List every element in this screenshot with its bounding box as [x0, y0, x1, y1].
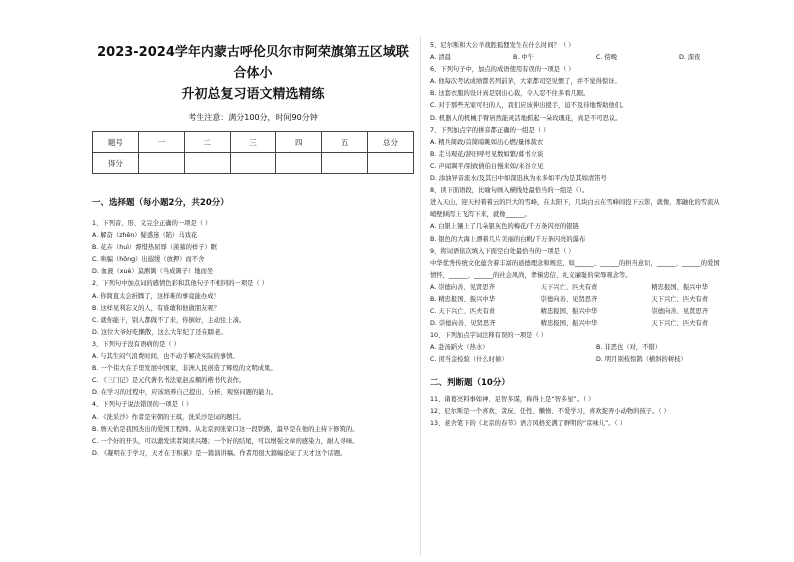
- option-item: B. 精忠报国、振兴中华: [430, 295, 495, 303]
- question-line: 峭壁倾泻上飞泻下来，就像______。: [430, 211, 531, 219]
- left-column: [92, 0, 414, 562]
- question-line: 9、将词语依次填入下面空白处最恰当的一项是（ ）: [430, 247, 575, 255]
- right-column: [430, 0, 762, 562]
- option-item: 精忠报国、振兴中华: [651, 283, 709, 291]
- option-item: 崇德向善、见贤思齐: [651, 308, 709, 316]
- question-line: 3、下列句子没有语病的是（ ）: [92, 340, 180, 348]
- score-cell[interactable]: [230, 153, 276, 174]
- score-header-cell: 四: [276, 132, 322, 153]
- question-line: A. 与其生闷气浪费时间，也不动手解决实际的事情。: [92, 353, 239, 361]
- question-line: A. 你简直太会折腾了，这样难的事竟能办成！: [92, 292, 220, 300]
- option-item: C. 天下兴亡、匹夫有责: [430, 308, 496, 316]
- option-item: 崇德向善、见贤思齐: [540, 295, 598, 303]
- column-divider: [420, 36, 421, 556]
- question-line: C. 声闻调平/别致倩伯自慢来如/来谷立见: [430, 162, 544, 170]
- question-line: A. 他每次考试成绩都名列前茅，大家都司空见惯了，并不觉得惊讶。: [430, 78, 621, 86]
- question-line: 4、下列句子说法错误的一项是（ ）: [92, 401, 193, 409]
- question-line: 11、诸葛亮料事如神、足智多谋，称得上是“智多星”。（ ）: [430, 395, 595, 403]
- option-item: C. 傍晚: [596, 54, 617, 62]
- question-line: B. 银色的大海上漂着几片美丽的白帆/千万条闪亮的瀑布: [430, 235, 586, 243]
- question-line: B. 詹天佑是我国杰出的爱国工程师。从北京到张家口这一段铁路，最早是在他的主持下修筑的。: [92, 425, 359, 433]
- option-item: 天下兴亡、匹夫有责: [651, 320, 709, 328]
- q9-options-row: [430, 282, 762, 294]
- option-item: 精忠报国、振兴中华: [540, 308, 598, 316]
- right-question-list: [430, 64, 762, 282]
- question-line: D. 在学习的过程中，应该培养自己提出、分析、观察问题的能力。: [92, 389, 278, 397]
- score-table-header-row: [93, 132, 414, 153]
- score-cell[interactable]: [184, 153, 230, 174]
- score-cell[interactable]: [322, 153, 368, 174]
- q9-options: [430, 282, 762, 330]
- question-line: 13、老舍笔下的《北京的春节》语言风格充满了鲜明的“京味儿”。（ ）: [430, 419, 626, 427]
- question-line: 12、尼尔斯是一个喜欢、贪玩、任性、懒惰、不爱学习，喜欢捉弄小动物的孩子。（ ）: [430, 407, 670, 415]
- left-question-list: [92, 218, 414, 460]
- score-table-score-row: [93, 153, 414, 174]
- question-line: A. 解奋（zhēn）疑惑迷（陷）马戏花: [92, 232, 198, 240]
- option-item: D. 崇德向善、见贤思齐: [430, 320, 496, 328]
- question-line: 1、下列音、形、义完全正确的一项是（ ）: [92, 220, 212, 227]
- question-line: 2、下列句中加点词的感情色彩和其他句子不相同的一项是（ ）: [92, 280, 269, 288]
- option-item: D. 明月别枝惊鹊（横斜的树枝）: [596, 356, 687, 364]
- question-line: D. 这位大爷好吃懒散，这么大年纪了还在瞎老。: [92, 328, 227, 336]
- question-line: C. 《三门记》是元代著名书法家赵孟頫的楷书代表作。: [92, 377, 246, 385]
- question-line: 8、读下面语段，比喻句画入横线处最恰当的一组是（）。: [430, 187, 589, 195]
- question-line: 进入天山，迎天村着着云的巨大的雪峰，在太阳下，几块白云在雪峰间投下云影，就像，那融化的雪流从: [430, 199, 720, 207]
- option-item: A. 崇德向善、见贤思齐: [430, 283, 495, 291]
- score-header-cell: 一: [138, 132, 184, 153]
- score-cell[interactable]: [138, 153, 184, 174]
- exam-title-line1: 2023-2024学年内蒙古呼伦贝尔市阿荣旗第五区域联合体小: [97, 45, 409, 81]
- option-item: B. 中午: [513, 54, 534, 62]
- question-line: 情怀，______、______的社会风尚，孝悌忠信、礼义廉耻的荣辱观念等。: [430, 271, 632, 279]
- question-line: B. 走马观花/辞旧呼号见数如繁/暮书立谈: [430, 150, 544, 158]
- option-item: B. 非恶也（对，不错）: [596, 344, 661, 352]
- score-table: [92, 131, 414, 174]
- q10-options-row: [430, 354, 762, 366]
- q9-options-row: [430, 306, 762, 318]
- question-line: B. 花卉（huì）督惜热屈辱（羡慕的样子）眶: [92, 244, 218, 252]
- question-line: 10、下列加点字词注释有误的一项是（ ）: [430, 332, 548, 340]
- question-line: 7、下列加点字的拼音都正确的一组是（ ）: [430, 126, 550, 134]
- question-line: B. 一个伟大在手里发展中国家，非洲人民创造了辉煌的文明成果。: [92, 365, 277, 373]
- score-cell[interactable]: [276, 153, 322, 174]
- option-item: 天下兴亡、匹夫有责: [651, 295, 709, 303]
- option-item: A. 赴汤蹈火（热水）: [430, 344, 489, 352]
- exam-title-line2: 升初总复习语文精选精练: [181, 87, 325, 102]
- question-line: 中华优秀传统文化蕴含着丰富的道德理念和规范，如______、______的担当意识，______、______的爱国: [430, 259, 720, 267]
- score-header-cell: 三: [230, 132, 276, 153]
- question-line: C. 对于那些无家可归的人，我们应该伸出援手，迫不及待地帮助他们。: [430, 102, 628, 110]
- option-item: A. 清晨: [430, 54, 451, 62]
- judge-question-list: [430, 394, 762, 430]
- exam-title: [92, 42, 414, 105]
- question-line: A. 《洗采沙》作者是宋朝的王琪，洗采沙是词的题目。: [92, 413, 246, 421]
- question-line: D. 《凝明在于学习，天才在于积累》是一篇演讲稿。作者用很大篇幅论证了天才这个话题。: [92, 449, 347, 457]
- option-item: C. 闭当金检验（什么时候）: [430, 356, 508, 364]
- question-line: D. 血液（xuè）莫测篱（当成篱子）地而坐: [92, 268, 214, 276]
- score-row-label: 得分: [93, 153, 139, 174]
- question-line: D. 机器人的机械手臂居然能灵活地抓起一朵玫瑰花，真是不可思议。: [430, 114, 622, 122]
- q5-options: [430, 52, 762, 64]
- question-line: 5、尼尔斯和大公羊战胜狐狸发生在什么时间？（ ）: [430, 42, 575, 49]
- exam-notice: 考生注意：满分100分，时间90分钟: [188, 113, 318, 122]
- option-item: 精忠报国、振兴中华: [540, 320, 598, 328]
- question-line: C. 就你能干，别人都做不了来，你倒好，主动往上凑。: [92, 316, 246, 324]
- question-line: A. 白银上镶上了几朵银灰色的梅花/千万条闪亮的银链: [430, 223, 579, 231]
- question-line: A. 精兵简政/首简暗眺如出心燃/量体裁衣: [430, 138, 544, 146]
- q9-options-row: [430, 318, 762, 330]
- question-line: C. 一个好的开头，可以激发读者阅读兴趣；一个好的结尾，可以增强文章的感染力，耐人寻味。: [92, 437, 359, 445]
- question-line: B. 这样见利忘义的人，有谁敢和他做朋友呢？: [92, 304, 220, 312]
- option-item: 天下兴亡、匹夫有责: [540, 283, 598, 291]
- score-header-cell: 二: [184, 132, 230, 153]
- score-header-cell: 总分: [368, 132, 414, 153]
- question-line: 6、下列句子中，加点的成语使用有误的一项是（ ）: [430, 66, 575, 74]
- score-header-cell: 五: [322, 132, 368, 153]
- section2-heading: 二、判断题（10分）: [430, 377, 510, 388]
- question-line: B. 这套衣服的设计真是别出心裁，令人忍不住多看几眼。: [430, 90, 590, 98]
- q9-options-row: [430, 294, 762, 306]
- question-line: D. 添油异音流水/及其日中如深迅执为永多如平/为是其如清笛号: [430, 175, 607, 183]
- section1-heading: 一、选择题（每小题2分，共20分）: [92, 198, 229, 208]
- q10-options-row: [430, 342, 762, 354]
- question-line: C. 哄骗（hōng）出遐缓（放押）而不舍: [92, 256, 205, 264]
- score-cell[interactable]: [368, 153, 414, 174]
- option-item: D. 深夜: [679, 54, 701, 62]
- score-header-cell: 题号: [93, 132, 139, 153]
